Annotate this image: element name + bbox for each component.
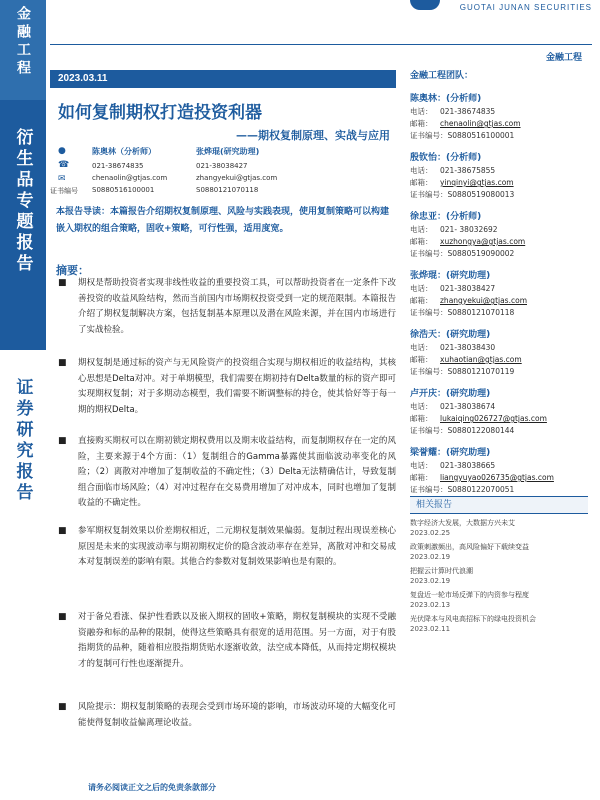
- summary-heading: 摘要：: [56, 264, 89, 277]
- team-member: [410, 150, 592, 201]
- email-label: 邮箱：: [410, 414, 433, 423]
- member-email[interactable]: lukaiqing026727@gtjas.com: [440, 414, 547, 423]
- member-cert: S0880516100001: [447, 131, 515, 140]
- header-divider: [50, 44, 592, 45]
- cert-label: 证书编号：: [410, 249, 448, 258]
- bullet-icon: ■: [58, 526, 67, 536]
- author-1: [92, 146, 167, 196]
- member-cert: S0880122080144: [447, 426, 515, 435]
- phone-label: 电话：: [410, 284, 433, 293]
- email-label: 邮箱：: [410, 237, 433, 246]
- member-name: 卢开庆：(研究助理): [410, 389, 491, 399]
- team-member: [410, 327, 592, 378]
- team-member: [410, 386, 592, 437]
- person-icon: ●: [58, 146, 66, 156]
- summary-item: ■ 期权是帮助投资者实现非线性收益的重要投资工具，可以帮助投资者在一定条件下改善投资的收益风险结构，然而当前国内市场期权投资受到一定的规范限制。本篇报告介绍了期权复制解决方案，包括复制基本原理以及潜在风险来源，并在国内市场进行了实战检验。: [58, 278, 396, 335]
- phone-label: 电话：: [410, 461, 433, 470]
- cert-label: 证书编号：: [410, 131, 448, 140]
- email-label: 邮箱：: [410, 178, 433, 187]
- bullet-icon: ■: [58, 436, 67, 446]
- author-2: [196, 146, 277, 196]
- member-name: 徐忠亚：(分析师): [410, 212, 482, 222]
- related-date: 2023.02.11: [410, 625, 451, 633]
- member-cert: S0880519080013: [447, 190, 515, 199]
- member-cert: S0880121070119: [447, 367, 515, 376]
- cert-label: 证书编号: [50, 187, 78, 195]
- cert-label: 证书编号：: [410, 190, 448, 199]
- email-label: 邮箱：: [410, 473, 433, 482]
- member-name: 陈奥林：(分析师): [410, 94, 482, 104]
- related-title[interactable]: 把握云计算时代浪潮: [410, 567, 473, 575]
- team-member: [410, 91, 592, 142]
- author-phone: 021-38674835: [92, 162, 144, 170]
- phone-label: 电话：: [410, 225, 433, 234]
- summary-item: ■ 直接购买期权可以在期初锁定期权费用以及期末收益结构，而复制期权存在一定的风险，主要来源于4个方面：（1）复制组合的Gamma暴露使其面临波动率变化的风险；（2）离散对冲增加了复制收益的不确定性；（3）Delta无法精确估计，导致复制组合面临市场风险；（4）对冲过程存在交易费用增加了对冲成本，同时也增加了复制收益的不确定性。: [58, 436, 396, 508]
- cert-label: 证书编号：: [410, 367, 448, 376]
- member-phone: 021-38038665: [440, 461, 496, 470]
- summary-item: ■ 期权复制是通过标的资产与无风险资产的投资组合实现与期权相近的收益结构，其核心思想是Delta对冲。对于单期模型，我们需要在期初持有Delta数量的标的资产即可实现期权复制；对于多期动态模型，我们需要不断调整标的持仓，使其恰好等于每一期的期权Delta。: [58, 358, 396, 415]
- author-cert: S0880516100001: [92, 186, 155, 194]
- email-icon: ✉: [58, 174, 66, 184]
- member-name: 梁誉耀：(研究助理): [410, 448, 491, 458]
- member-phone: 021-38038674: [440, 402, 496, 411]
- header-tag: 金融工程: [545, 53, 582, 63]
- summary-item: ■ 风险提示：期权复制策略的表现会受到市场环境的影响，市场波动环境的大幅变化可能使得复制收益偏离理论收益。: [58, 702, 396, 728]
- related-date: 2023.02.13: [410, 601, 451, 609]
- related-item[interactable]: [410, 566, 588, 586]
- bullet-icon: ■: [58, 702, 67, 712]
- related-date: 2023.02.19: [410, 553, 451, 561]
- bullet-icon: ■: [58, 358, 67, 368]
- author-email[interactable]: zhangyekui@gtjas.com: [196, 174, 278, 182]
- member-email[interactable]: chenaolin@gtjas.com: [440, 119, 521, 128]
- left-sidebar: [0, 0, 46, 800]
- related-item[interactable]: [410, 614, 588, 634]
- email-label: 邮箱：: [410, 119, 433, 128]
- phone-label: 电话：: [410, 107, 433, 116]
- phone-icon: ☎: [58, 160, 70, 170]
- team-member: [410, 209, 592, 260]
- member-phone: 021- 38032692: [440, 225, 498, 234]
- member-name: 殷钦怡：(分析师): [410, 153, 482, 163]
- report-guide: 本报告导读：本篇报告介绍期权复制原理、风险与实践表现，使用复制策略可以构建嵌入期权的组合策略，固收+策略，可行性强，适用度宽。: [56, 207, 390, 234]
- related-heading: 相关报告: [410, 496, 588, 514]
- author-cert: S0880121070118: [196, 186, 259, 194]
- related-title[interactable]: 数字经济大发展，大数据方兴未艾: [410, 519, 515, 527]
- cert-label: 证书编号：: [410, 426, 448, 435]
- member-email[interactable]: liangyuyao026735@gtjas.com: [440, 473, 554, 482]
- report-title: 如何复制期权打造投资利器: [58, 103, 262, 123]
- author-email[interactable]: chenaolin@gtjas.com: [92, 174, 168, 182]
- bullet-icon: ■: [58, 278, 67, 288]
- summary-item: ■ 对于备兑看涨、保护性看跌以及嵌入期权的固收+策略，期权复制模块的实现不受融资融券和标的品种的限制，使得这些策略具有很宽的适用范围。另一方面，对于有股指期货的品种，随着相应股指期货贴水逐渐收敛，法空成本降低，从而持定期权模块才的复制可行性也逐渐提升。: [58, 612, 396, 669]
- sidebar-category: 金融工程: [0, 0, 46, 100]
- cert-label: 证书编号：: [410, 485, 448, 494]
- phone-label: 电话：: [410, 166, 433, 175]
- member-cert: S0880121070118: [447, 308, 515, 317]
- author-name: 张烨琨(研究助理): [196, 147, 260, 156]
- report-subtitle: ——期权复制原理、实战与应用: [236, 129, 390, 142]
- member-email[interactable]: xuzhongya@gtjas.com: [440, 237, 526, 246]
- author-phone: 021-38038427: [196, 162, 248, 170]
- team-member: [410, 268, 592, 319]
- email-label: 邮箱：: [410, 296, 433, 305]
- team-member: [410, 445, 592, 496]
- report-date: 2023.03.11: [50, 70, 396, 88]
- footer-disclaimer: 请务必阅读正文之后的免责条款部分: [88, 783, 216, 792]
- author-name: 陈奥林（分析师）: [92, 147, 156, 156]
- member-email[interactable]: zhangyekui@gtjas.com: [440, 296, 527, 305]
- member-cert: S0880519090002: [447, 249, 515, 258]
- phone-label: 电话：: [410, 402, 433, 411]
- summary-item: ■ 参军期权复制效果以价差期权相近，二元期权复制效果偏弱。复制过程出现误差核心原因是未来的实现波动率与期初期权定价的隐含波动率存在差异，离散对冲和交易成本对复制误差的影响有限。其他合约参数对复制效果影响也是有限的。: [58, 526, 396, 567]
- phone-label: 电话：: [410, 343, 433, 352]
- related-reports: [410, 496, 588, 634]
- related-item[interactable]: [410, 590, 588, 610]
- email-label: 邮箱：: [410, 355, 433, 364]
- member-email[interactable]: xuhaotian@gtjas.com: [440, 355, 522, 364]
- member-phone: 021-38038430: [440, 343, 496, 352]
- related-date: 2023.02.25: [410, 529, 451, 537]
- member-phone: 021-38038427: [440, 284, 496, 293]
- member-phone: 021-38674835: [440, 107, 496, 116]
- related-title[interactable]: 政策刺激频出，高风险偏好下载续变益: [410, 543, 529, 551]
- member-name: 徐浩天：(研究助理): [410, 330, 491, 340]
- member-phone: 021-38675855: [440, 166, 496, 175]
- sidebar-report-type: 衍生品专题报告: [0, 100, 46, 350]
- related-item[interactable]: [410, 542, 588, 562]
- bullet-icon: ■: [58, 612, 67, 622]
- company-logo-icon: [410, 0, 440, 10]
- member-cert: S0880122070051: [447, 485, 515, 494]
- related-title[interactable]: 复盘近一轮市场反弹下的内资参与程度: [410, 591, 529, 599]
- sidebar-report-kind: 证券研究报告: [0, 350, 46, 800]
- related-title[interactable]: 光伏降本与风电高招标下的绿电投资机会: [410, 615, 536, 623]
- company-logo: GUOTAI JUNAN SECURITIES: [459, 3, 592, 12]
- member-email[interactable]: yinqinyi@gtjas.com: [440, 178, 514, 187]
- member-name: 张烨琨：(研究助理): [410, 271, 491, 281]
- related-date: 2023.02.19: [410, 577, 451, 585]
- related-item[interactable]: [410, 518, 588, 538]
- cert-label: 证书编号：: [410, 308, 448, 317]
- team-heading: 金融工程团队：: [410, 71, 474, 81]
- team-panel: [410, 68, 592, 504]
